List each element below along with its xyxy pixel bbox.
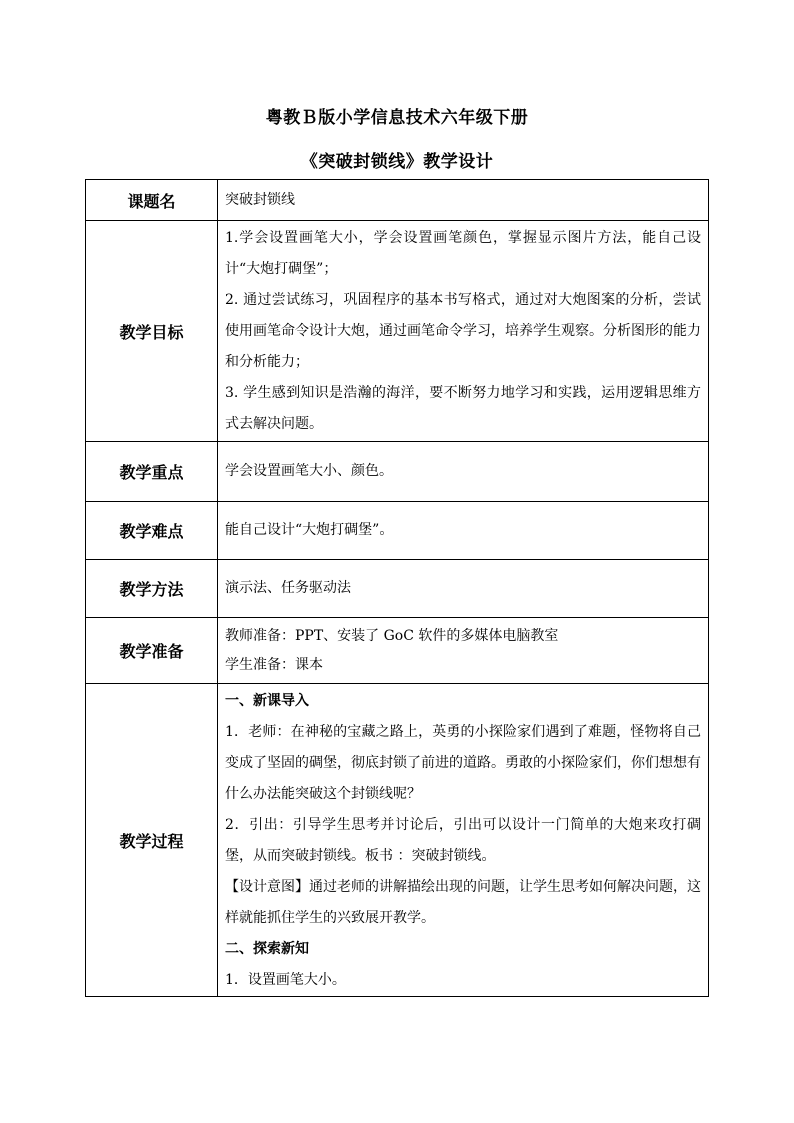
goal-item: 3. 学生感到知识是浩瀚的海洋，要不断努力地学习和实践，运用逻辑思维方式去解决问题。 <box>225 384 701 432</box>
process-item: 2．引出：引导学生思考并讨论后，引出可以设计一门简单的大炮来攻打碉堡，从而突破封锁线。板书 ：突破封锁线。 <box>225 817 701 864</box>
row-label-key-points: 教学重点 <box>86 442 218 502</box>
row-label-preparation: 教学准备 <box>86 618 218 684</box>
row-value-process <box>218 684 709 997</box>
section-heading: 二、探索新知 <box>225 941 309 957</box>
teacher-preparation: 教师准备：PPT、安装了 GoC 软件的多媒体电脑教室 <box>225 627 559 644</box>
table-row-process <box>86 684 709 997</box>
row-value-methods: 演示法、任务驱动法 <box>218 560 709 618</box>
row-value-topic: 突破封锁线 <box>218 180 709 221</box>
row-value-key-points: 学会设置画笔大小、颜色。 <box>218 442 709 502</box>
goal-item: 2. 通过尝试练习，巩固程序的基本书写格式，通过对大炮图案的分析，尝试使用画笔命令设计大炮，通过画笔命令学习，培养学生观察。分析图形的能力和分析能力； <box>225 291 701 370</box>
row-value-difficulties: 能自己设计“大炮打碉堡”。 <box>218 502 709 560</box>
document-subtitle: 《突破封锁线》教学设计 <box>300 152 494 172</box>
table-row-difficulties <box>86 502 709 560</box>
student-preparation: 学生准备：课本 <box>225 656 323 673</box>
row-label-difficulties: 教学难点 <box>86 502 218 560</box>
row-label-process: 教学过程 <box>86 684 218 997</box>
row-label-topic: 课题名 <box>86 180 218 221</box>
process-item: 1．设置画笔大小。 <box>225 972 346 988</box>
row-value-preparation <box>218 618 709 684</box>
table-row-goals <box>86 221 709 442</box>
row-label-methods: 教学方法 <box>86 560 218 618</box>
goal-item: 1.学会设置画笔大小，学会设置画笔颜色，掌握显示图片方法，能自己设计“大炮打碉堡”； <box>225 229 701 277</box>
lesson-plan-table <box>85 179 709 997</box>
table-row-preparation <box>86 618 709 684</box>
table-row-topic <box>86 180 709 221</box>
table-row-key-points <box>86 442 709 502</box>
table-row-methods <box>86 560 709 618</box>
row-label-goals: 教学目标 <box>86 221 218 442</box>
design-intent: 【设计意图】通过老师的讲解描绘出现的问题，让学生思考如何解决问题，这样就能抓住学生的兴致展开教学。 <box>225 879 701 926</box>
process-item: 1．老师：在神秘的宝藏之路上，英勇的小探险家们遇到了难题，怪物将自己变成了坚固的碉堡，彻底封锁了前进的道路。勇敢的小探险家们，你们想想有什么办法能突破这个封锁线呢？ <box>225 724 701 802</box>
row-value-goals <box>218 221 709 442</box>
section-heading: 一、新课导入 <box>225 693 309 709</box>
document-title: 粤教Ｂ版小学信息技术六年级下册 <box>265 108 529 128</box>
